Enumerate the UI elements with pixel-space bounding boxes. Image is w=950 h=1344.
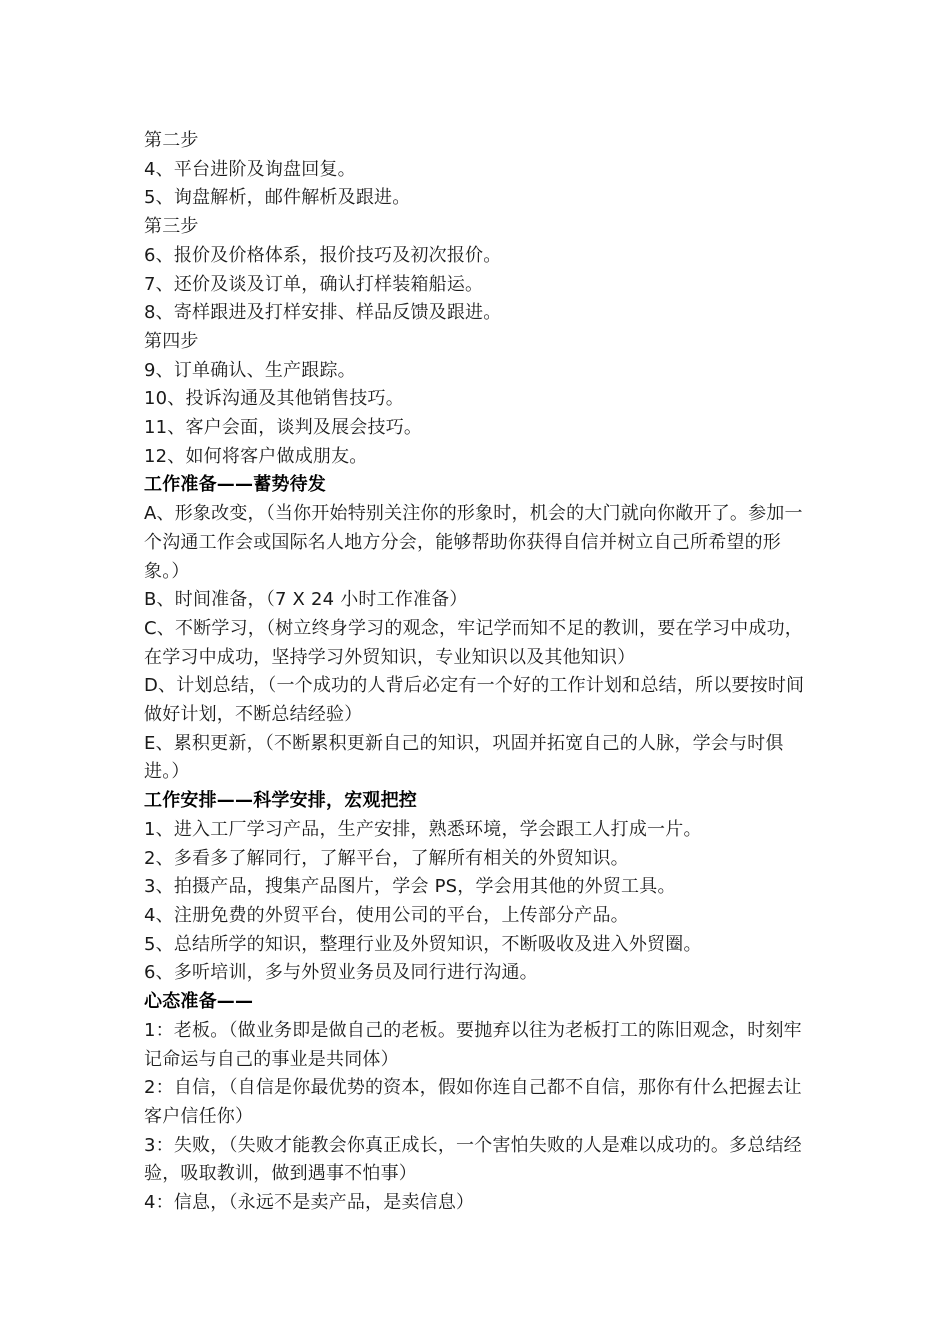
list-item: 4、注册免费的外贸平台，使用公司的平台，上传部分产品。 xyxy=(144,904,629,926)
step-heading: 第二步 xyxy=(144,130,199,151)
list-item: 9、订单确认、生产跟踪。 xyxy=(144,359,356,381)
section-heading-mindset: 心态准备—— xyxy=(144,991,254,1013)
list-item: 5、总结所学的知识，整理行业及外贸知识，不断吸收及进入外贸圈。 xyxy=(144,933,702,955)
paragraph-item: E、累积更新，（不断累积更新自己的知识，巩固并拓宽自己的人脉，学会与时俱进。） xyxy=(144,732,784,783)
paragraph-item: 4：信息，（永远不是卖产品，是卖信息） xyxy=(144,1192,475,1214)
list-item: 6、多听培训，多与外贸业务员及同行进行沟通。 xyxy=(144,962,538,984)
list-item: 3、拍摄产品，搜集产品图片，学会 PS，学会用其他的外贸工具。 xyxy=(144,876,676,898)
list-item: 6、报价及价格体系，报价技巧及初次报价。 xyxy=(144,244,502,266)
list-item: 7、还价及谈及订单，确认打样装箱船运。 xyxy=(144,273,484,295)
section-heading-work-plan: 工作安排——科学安排，宏观把控 xyxy=(144,790,417,812)
paragraph-item: A、形象改变，（当你开始特别关注你的形象时，机会的大门就向你敞开了。参加一个沟通工作会或国际名人地方分会，能够帮助你获得自信并树立自己所希望的形象。） xyxy=(144,503,803,582)
list-item: 1、进入工厂学习产品，生产安排，熟悉环境，学会跟工人打成一片。 xyxy=(144,818,702,840)
step-heading: 第三步 xyxy=(144,216,199,238)
paragraph-item: 3：失败，（失败才能教会你真正成长，一个害怕失败的人是难以成功的。多总结经验，吸取教训，做到遇事不怕事） xyxy=(144,1134,802,1185)
list-item: 2、多看多了解同行，了解平台，了解所有相关的外贸知识。 xyxy=(144,847,629,869)
paragraph-item: 2：自信，（自信是你最优势的资本，假如你连自己都不自信，那你有什么把握去让客户信任你） xyxy=(144,1077,802,1127)
step-heading: 第四步 xyxy=(144,330,199,352)
list-item: 4、平台进阶及询盘回复。 xyxy=(144,158,356,180)
list-item: 11、客户会面，谈判及展会技巧。 xyxy=(144,417,423,439)
paragraph-item: B、时间准备，（7 X 24 小时工作准备） xyxy=(144,589,468,611)
section-heading-work-prep: 工作准备——蓄势待发 xyxy=(144,474,326,496)
list-item: 8、寄样跟进及打样安排、样品反馈及跟进。 xyxy=(144,302,502,324)
list-item: 5、询盘解析，邮件解析及跟进。 xyxy=(144,187,411,209)
paragraph-item: D、计划总结，（一个成功的人背后必定有一个好的工作计划和总结，所以要按时间做好计划，不断总结经验） xyxy=(144,675,805,726)
list-item: 10、投诉沟通及其他销售技巧。 xyxy=(144,388,404,410)
list-item: 12、如何将客户做成朋友。 xyxy=(144,445,368,467)
document-body xyxy=(144,127,816,1218)
paragraph-item: C、不断学习，（树立终身学习的观念，牢记学而知不足的教训，要在学习中成功，在学习中成功，坚持学习外贸知识，专业知识以及其他知识） xyxy=(144,617,803,668)
paragraph-item: 1：老板。（做业务即是做自己的老板。要抛弃以往为老板打工的陈旧观念，时刻牢记命运与自己的事业是共同体） xyxy=(144,1019,802,1070)
